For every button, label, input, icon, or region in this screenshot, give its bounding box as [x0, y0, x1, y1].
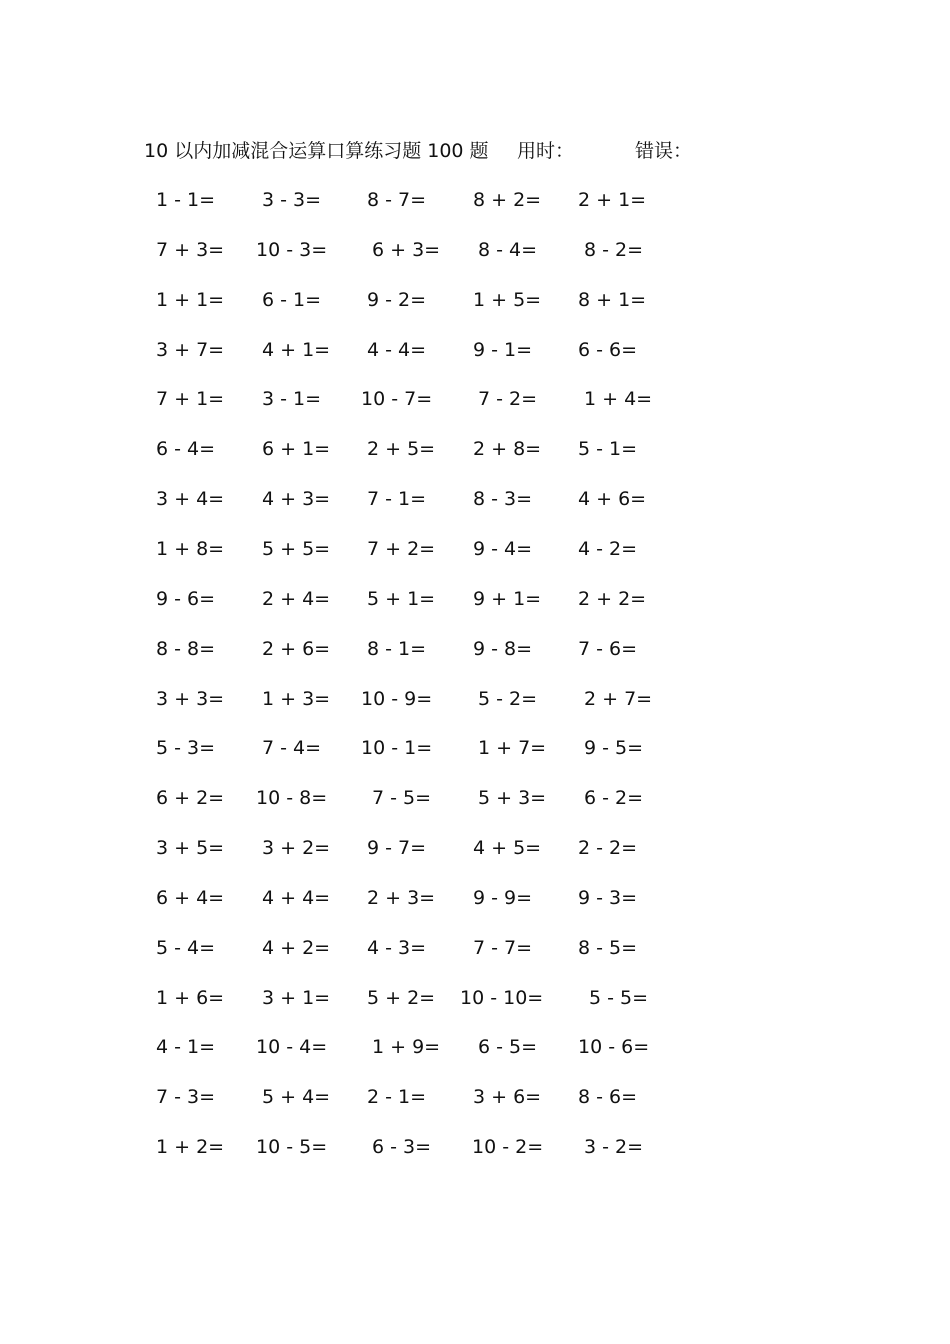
problem-item: 3 + 4= [156, 488, 225, 510]
problem-item: 2 - 2= [578, 837, 638, 859]
problem-row [0, 235, 950, 265]
problem-item: 6 - 1= [262, 289, 322, 311]
problem-row [0, 285, 950, 315]
problem-item: 5 - 1= [578, 438, 638, 460]
problem-item: 10 - 8= [256, 787, 328, 809]
problem-item: 7 - 4= [262, 737, 322, 759]
problem-item: 6 + 2= [156, 787, 225, 809]
problem-item: 2 + 1= [578, 189, 647, 211]
problem-item: 1 + 6= [156, 987, 225, 1009]
problem-item: 3 - 2= [584, 1136, 644, 1158]
problem-item: 4 - 3= [367, 937, 427, 959]
problem-item: 5 - 2= [478, 688, 538, 710]
problem-item: 5 + 2= [367, 987, 436, 1009]
problem-item: 4 - 2= [578, 538, 638, 560]
problem-item: 1 + 9= [372, 1036, 441, 1058]
problem-item: 8 - 1= [367, 638, 427, 660]
problem-item: 2 - 1= [367, 1086, 427, 1108]
problem-row [0, 185, 950, 215]
problem-item: 5 + 1= [367, 588, 436, 610]
problem-item: 8 - 4= [478, 239, 538, 261]
problem-item: 4 + 5= [473, 837, 542, 859]
problem-item: 6 + 4= [156, 887, 225, 909]
problem-item: 2 + 5= [367, 438, 436, 460]
problem-item: 3 + 3= [156, 688, 225, 710]
problem-item: 7 - 6= [578, 638, 638, 660]
problem-item: 10 - 5= [256, 1136, 328, 1158]
problem-item: 5 + 3= [478, 787, 547, 809]
problem-item: 1 - 1= [156, 189, 216, 211]
problem-item: 10 - 3= [256, 239, 328, 261]
problem-item: 4 + 4= [262, 887, 331, 909]
problem-item: 2 + 7= [584, 688, 653, 710]
problem-item: 8 - 2= [584, 239, 644, 261]
problem-row [0, 983, 950, 1013]
problem-item: 6 - 2= [584, 787, 644, 809]
problem-row [0, 833, 950, 863]
problem-item: 8 + 1= [578, 289, 647, 311]
problem-row [0, 1132, 950, 1162]
problem-item: 10 - 1= [361, 737, 433, 759]
problem-item: 8 - 7= [367, 189, 427, 211]
problem-item: 6 - 3= [372, 1136, 432, 1158]
problem-item: 10 - 6= [578, 1036, 650, 1058]
problem-item: 5 + 4= [262, 1086, 331, 1108]
problem-item: 6 + 1= [262, 438, 331, 460]
problem-item: 6 - 6= [578, 339, 638, 361]
problem-item: 4 + 6= [578, 488, 647, 510]
problem-item: 6 + 3= [372, 239, 441, 261]
problem-item: 1 + 3= [262, 688, 331, 710]
problem-item: 4 + 2= [262, 937, 331, 959]
problem-item: 3 + 2= [262, 837, 331, 859]
problem-item: 9 - 8= [473, 638, 533, 660]
problem-item: 2 + 6= [262, 638, 331, 660]
problem-item: 4 + 3= [262, 488, 331, 510]
problem-row [0, 883, 950, 913]
problem-item: 7 - 7= [473, 937, 533, 959]
problem-item: 9 - 3= [578, 887, 638, 909]
problem-item: 9 - 9= [473, 887, 533, 909]
problem-item: 5 - 5= [589, 987, 649, 1009]
problem-item: 5 - 4= [156, 937, 216, 959]
problem-item: 2 + 3= [367, 887, 436, 909]
problem-item: 2 + 8= [473, 438, 542, 460]
problem-item: 9 + 1= [473, 588, 542, 610]
problem-item: 9 - 4= [473, 538, 533, 560]
problem-row [0, 933, 950, 963]
problem-row [0, 335, 950, 365]
problem-item: 8 + 2= [473, 189, 542, 211]
problem-item: 10 - 2= [472, 1136, 544, 1158]
problem-row [0, 584, 950, 614]
problem-item: 9 - 6= [156, 588, 216, 610]
errors-label: 错误： [635, 140, 693, 162]
problem-item: 1 + 1= [156, 289, 225, 311]
problem-item: 1 + 8= [156, 538, 225, 560]
problem-item: 10 - 7= [361, 388, 433, 410]
problem-item: 3 - 3= [262, 189, 322, 211]
problem-item: 9 - 2= [367, 289, 427, 311]
time-label: 用时： [517, 140, 575, 162]
problem-item: 5 + 5= [262, 538, 331, 560]
problem-item: 3 + 1= [262, 987, 331, 1009]
problem-row [0, 1082, 950, 1112]
problem-row [0, 384, 950, 414]
problem-row [0, 783, 950, 813]
problem-item: 5 - 3= [156, 737, 216, 759]
problem-item: 7 + 2= [367, 538, 436, 560]
problem-row [0, 534, 950, 564]
problem-item: 7 + 3= [156, 239, 225, 261]
problem-item: 10 - 9= [361, 688, 433, 710]
worksheet-title: 10 以内加减混合运算口算练习题 100 题 [144, 140, 489, 162]
problem-item: 7 - 5= [372, 787, 432, 809]
problem-item: 3 + 5= [156, 837, 225, 859]
problem-item: 2 + 4= [262, 588, 331, 610]
problem-item: 9 - 5= [584, 737, 644, 759]
problem-row [0, 684, 950, 714]
problem-item: 6 - 5= [478, 1036, 538, 1058]
problem-item: 4 - 4= [367, 339, 427, 361]
problem-row [0, 484, 950, 514]
problem-row [0, 434, 950, 464]
problem-item: 9 - 7= [367, 837, 427, 859]
problem-item: 1 + 5= [473, 289, 542, 311]
problem-row [0, 733, 950, 763]
problem-item: 4 - 1= [156, 1036, 216, 1058]
problem-item: 7 - 2= [478, 388, 538, 410]
problem-row [0, 1032, 950, 1062]
problem-item: 1 + 7= [478, 737, 547, 759]
problem-item: 9 - 1= [473, 339, 533, 361]
problem-item: 1 + 2= [156, 1136, 225, 1158]
problem-item: 8 - 3= [473, 488, 533, 510]
problem-item: 1 + 4= [584, 388, 653, 410]
problem-item: 8 - 5= [578, 937, 638, 959]
problem-item: 8 - 8= [156, 638, 216, 660]
problem-item: 3 - 1= [262, 388, 322, 410]
problem-item: 10 - 10= [460, 987, 544, 1009]
problem-item: 6 - 4= [156, 438, 216, 460]
problem-item: 2 + 2= [578, 588, 647, 610]
problem-item: 7 - 1= [367, 488, 427, 510]
problem-item: 10 - 4= [256, 1036, 328, 1058]
problem-item: 8 - 6= [578, 1086, 638, 1108]
problem-row [0, 634, 950, 664]
problem-item: 3 + 7= [156, 339, 225, 361]
problem-item: 7 - 3= [156, 1086, 216, 1108]
problem-item: 7 + 1= [156, 388, 225, 410]
problem-item: 3 + 6= [473, 1086, 542, 1108]
problem-item: 4 + 1= [262, 339, 331, 361]
